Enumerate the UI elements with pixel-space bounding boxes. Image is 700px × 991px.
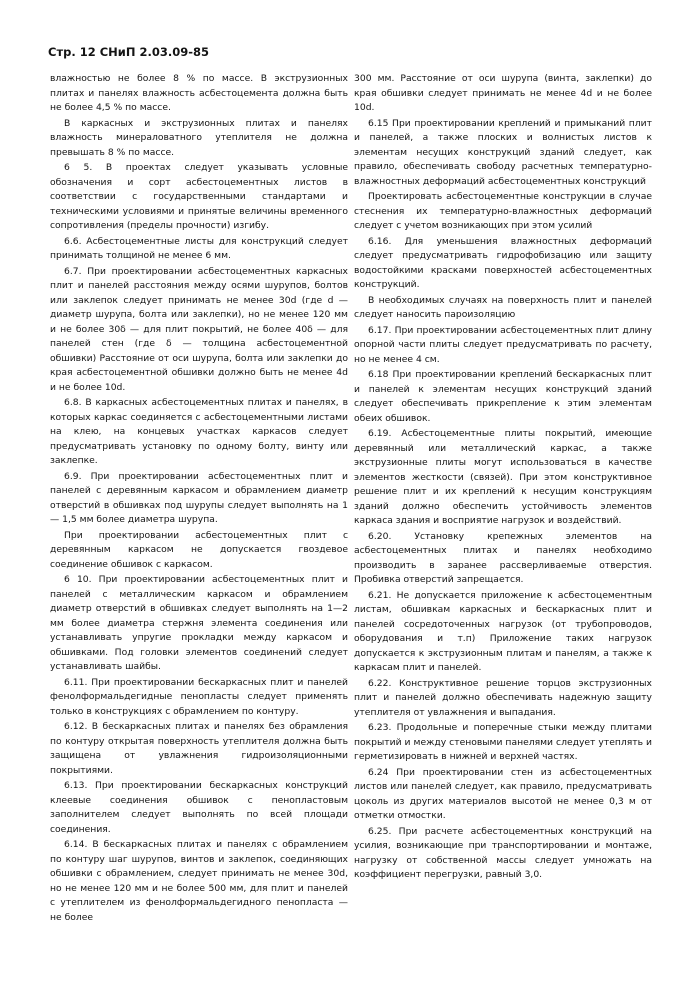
paragraph: 6.17. При проектировании асбестоцементных плит длину опорной части плиты следует предусматривать по расчету, но не менее 4 см. [354,324,652,365]
paragraph: 6.24 При проектировании стен из асбестоцементных листов или панелей следует, как правило, предусматривать цоколь из других материалов высотой не менее 0,3 м от отметки отмостки. [354,766,652,821]
paragraph: 6.19. Асбестоцементные плиты покрытий, имеющие деревянный или металлический каркас, а также экструзионные плиты могут использоваться в качестве элементов жесткости (связей). При этом конструктивное решение плит и их креплений к несущим конструкциям зданий должно обеспечить устойчивость элементов каркаса здания и восприятие нагрузок и воздействий. [354,428,652,526]
left-column [50,72,348,926]
paragraph: 6.6. Асбестоцементные листы для конструкций следует принимать толщиной не менее 6 мм. [50,235,348,261]
paragraph: 6.12. В бескаркасных плитах и панелях без обрамления по контуру открытая поверхность утеплителя должна быть защищена от увлажнения гидроизоляционными покрытиями. [50,721,348,776]
paragraph: 6.22. Конструктивное решение торцов экструзионных плит и панелей должно обеспечивать надежную защиту утеплителя от увлажнения и выпадания. [354,677,652,718]
paragraph: 6.16. Для уменьшения влажностных деформаций следует предусматривать гидрофобизацию или защиту водостойкими красками поверхностей асбестоцементных конструкций. [354,235,652,290]
paragraph: 6.14. В бескаркасных плитах и панелях с обрамлением по контуру шаг шурупов, винтов и заклепок, соединяющих обшивки с обрамлением, следует принимать не менее 30d, но не менее 120 мм и не более 500 мм, для плит и панелей с утеплителем из фенолформальдегидного пенопласта — не более [50,839,348,923]
paragraph: 300 мм. Расстояние от оси шурупа (винта, заклепки) до края обшивки следует принимать не менее 4d и не более 10d. [354,73,652,113]
paragraph: 6.7. При проектировании асбестоцементных каркасных плит и панелей расстояния между осями шурупов, болтов или заклепок следует принимать не менее 30d (где d — диаметр шурупа, болта или заклепки), но не менее 120 мм и не более 30δ — для плит покрытий, не более 40δ — для панелей стен (где δ — толщина асбестоцементной обшивки) Расстояние от оси шурупа, болта или заклепки до края асбестоцементной обшивки должно быть не менее 4d и не более 10d. [50,265,348,393]
paragraph: влажностью не более 8 % по массе. В экструзионных плитах и панелях влажность асбестоцемента должна быть не более 4,5 % по массе. [50,73,348,113]
paragraph: 6 10. При проектировании асбестоцементных плит и панелей с металлическим каркасом и обрамлением диаметр отверстий в обшивках следует выполнять на 1—2 мм более диаметра стержня элемента соединения или устанавливать упругие прокладки между каркасом и обшивками. Под головки элементов соединений следует устанавливать шайбы. [50,574,348,672]
paragraph: 6 5. В проектах следует указывать условные обозначения и сорт асбестоцементных листов в соответствии с государственными стандартами и техническими условиями и принятые величины временного сопротивления (пределы прочности) изгибу. [50,162,348,231]
paragraph: 6.21. Не допускается приложение к асбестоцементным листам, обшивкам каркасных и бескаркасных плит и панелей сосредоточенных нагрузок (от трубопроводов, оборудования и т.п) Приложение таких нагрузок допускается к экструзионным плитам и панелям, а также к каркасам плит и панелей. [354,589,652,673]
paragraph: 6.13. При проектировании бескаркасных конструкций клеевые соединения обшивок с пенопластовым заполнителем следует выполнять по всей площади соединения. [50,780,348,835]
paragraph: Проектировать асбестоцементные конструкции в случае стеснения их температурно-влажностных деформаций следует с учетом возникающих при этом усилий [354,191,652,231]
right-column [354,72,652,884]
paragraph: 6.20. Установку крепежных элементов на асбестоцементных плитах и панелях необходимо производить в заранее рассверливаемые отверстия. Пробивка отверстий запрещается. [354,530,652,585]
paragraph: 6.18 При проектировании креплений бескаркасных плит и панелей к элементам несущих конструкций зданий следует обеспечивать прикрепление к этим элементам обеих обшивок. [354,369,652,424]
paragraph: 6.11. При проектировании бескаркасных плит и панелей фенолформальдегидные пенопласты следует применять только в конструкциях с обрамлением по контуру. [50,676,348,717]
paragraph: 6.8. В каркасных асбестоцементных плитах и панелях, в которых каркас соединяется с асбестоцементными листами на клею, на концевых участках каркасов следует предусматривать установку по одному болту, винту или заклепке. [50,397,348,466]
page-header: Стр. 12 СНиП 2.03.09-85 [48,45,209,59]
paragraph: В каркасных и экструзионных плитах и панелях влажность минераловатного утеплителя не должна превышать 8 % по массе. [50,117,348,158]
paragraph: При проектировании асбестоцементных плит с деревянным каркасом не допускается гвоздевое соединение обшивок с каркасом. [50,529,348,570]
paragraph: В необходимых случаях на поверхность плит и панелей следует наносить пароизоляцию [354,294,652,320]
paragraph: 6.15 При проектировании креплений и примыканий плит и панелей, а также плоских и волнистых листов к элементам несущих конструкций зданий следует, как правило, обеспечивать свободу расчетных температурно-влажностных деформаций асбестоцементных конструкций [354,117,652,187]
paragraph: 6.25. При расчете асбестоцементных конструкций на усилия, возникающие при транспортировании и монтаже, нагрузку от собственной массы следует умножать на коэффициент перегрузки, равный 3,0. [354,825,652,880]
paragraph: 6.9. При проектировании асбестоцементных плит и панелей с деревянным каркасом и обрамлением диаметр отверстий в обшивках под шурупы следует выполнять на 1 — 1,5 мм более диаметра шурупа. [50,470,348,525]
paragraph: 6.23. Продольные и поперечные стыки между плитами покрытий и между стеновыми панелями следует утеплять и герметизировать в нижней и верхней частях. [354,722,652,762]
